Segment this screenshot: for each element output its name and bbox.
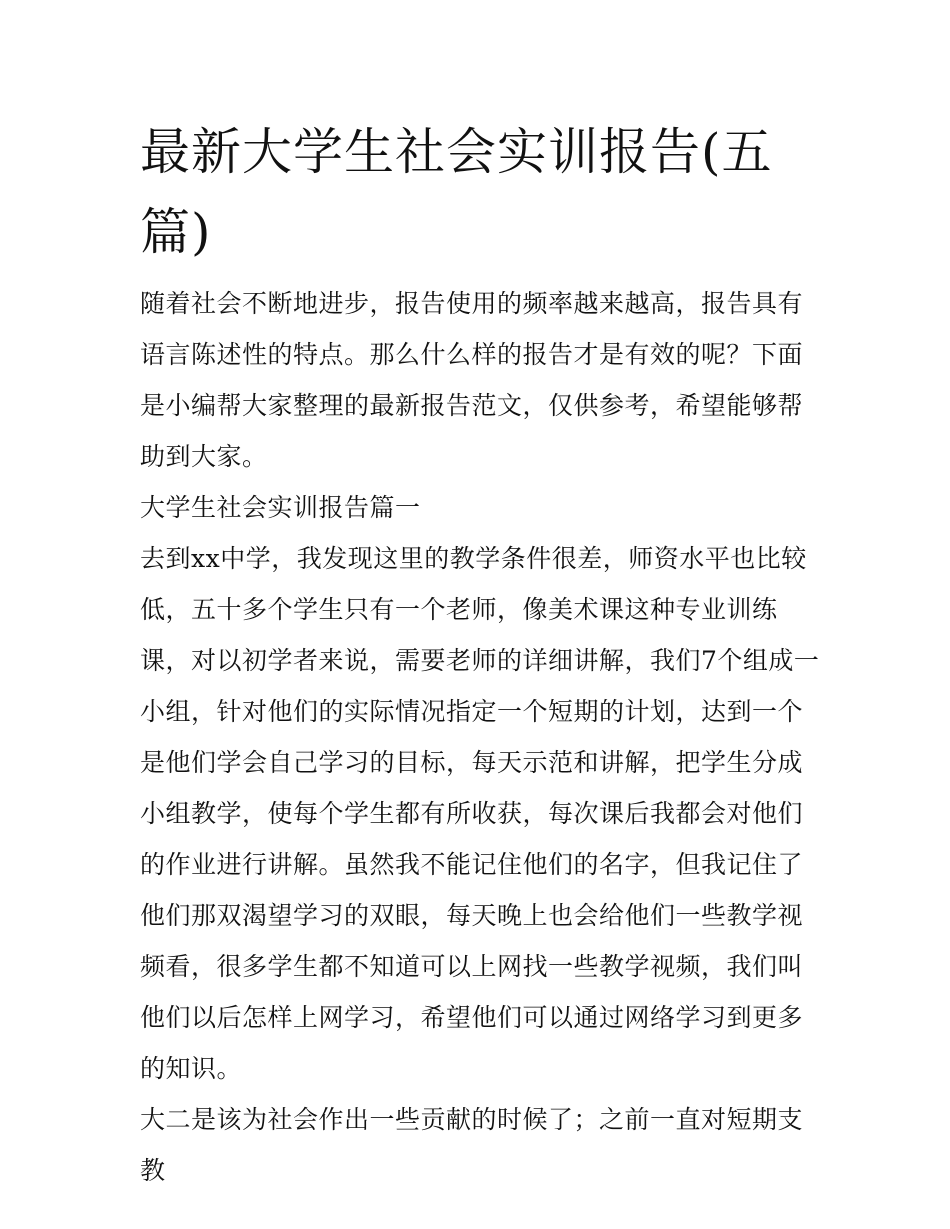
section-heading: 大学生社会实训报告篇一 xyxy=(140,493,421,522)
intro-paragraph: 随着社会不断地进步，报告使用的频率越来越高，报告具有语言陈述性的特点。那么什么样的报告才是有效的呢？下面是小编帮大家整理的最新报告范文，仅供参考，希望能够帮助到大家。 xyxy=(140,289,804,471)
document-body xyxy=(140,278,820,1196)
document-title: 最新大学生社会实训报告(五篇) xyxy=(140,123,773,261)
body-paragraph-2: 大二是该为社会作出一些贡献的时候了；之前一直对短期支教 xyxy=(140,1105,804,1185)
body-paragraph-1: 去到xx中学，我发现这里的教学条件很差，师资水平也比较低，五十多个学生只有一个老师，像美术课这种专业训练课，对以初学者来说，需要老师的详细讲解，我们7个组成一小组，针对他们的实际情况指定一个短期的计划，达到一个是他们学会自己学习的目标，每天示范和讲解，把学生分成小组教学，使每个学生都有所收获，每次课后我都会对他们的作业进行讲解。虽然我不能记住他们的名字，但我记住了他们那双渴望学习的双眼，每天晚上也会给他们一些教学视频看，很多学生都不知道可以上网找一些教学视频，我们叫他们以后怎样上网学习，希望他们可以通过网络学习到更多的知识。 xyxy=(140,544,820,1083)
